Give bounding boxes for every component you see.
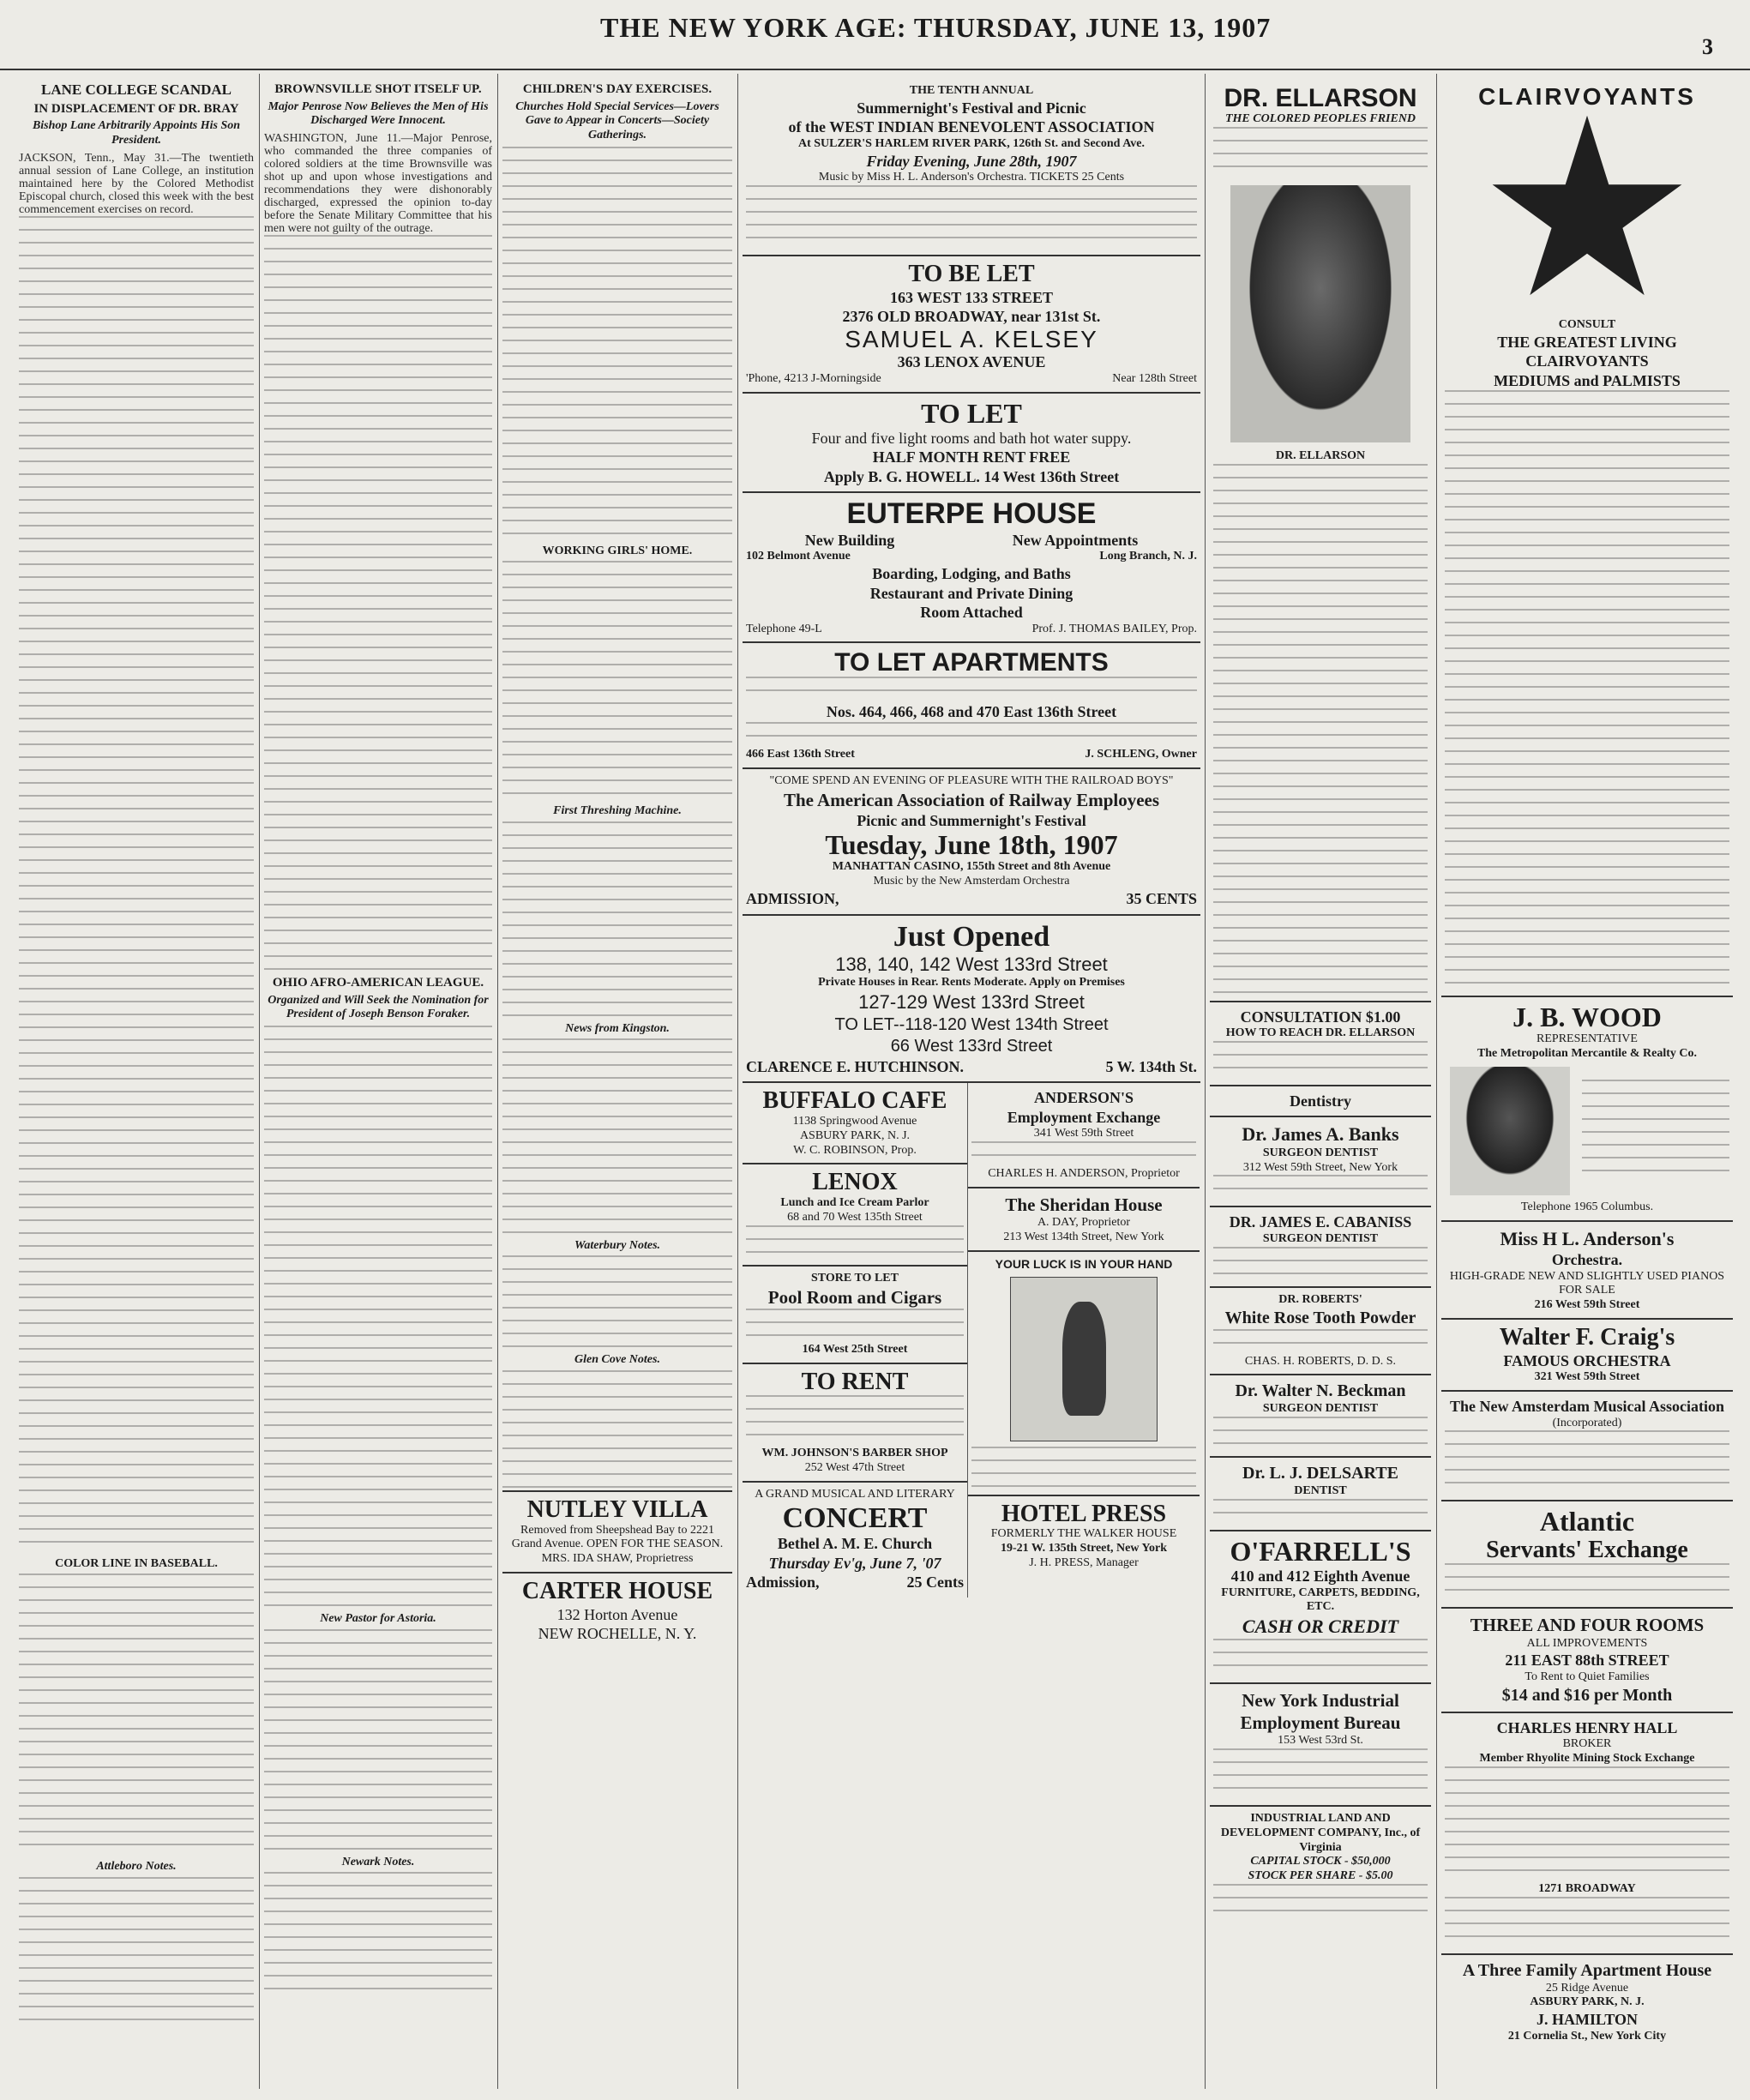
ad-text: MANHATTAN CASINO, 155th Street and 8th Avenue <box>832 860 1111 874</box>
ad-dr-banks <box>1210 1116 1431 1206</box>
ad-text: SURGEON DENTIST <box>1262 1231 1379 1245</box>
ad-text: 410 and 412 Eighth Avenue <box>1230 1567 1410 1586</box>
ad-text: Servants' Exchange <box>1486 1536 1688 1563</box>
ad-concert <box>743 1481 967 1598</box>
ad-title: EUTERPE HOUSE <box>846 497 1097 531</box>
ad-title: The New Amsterdam Musical Association <box>1450 1398 1724 1416</box>
ellarson-portrait-icon <box>1230 185 1410 442</box>
ad-title: DR. ELLARSON <box>1224 84 1417 112</box>
ad-text: CLARENCE E. HUTCHINSON. <box>746 1057 965 1075</box>
ad-sheridan-house <box>968 1187 1200 1250</box>
ad-text: 163 WEST 133 STREET <box>890 288 1053 306</box>
ad-text: Lunch and Ice Cream Parlor <box>780 1196 929 1210</box>
ad-text: MRS. IDA SHAW, Proprietress <box>541 1552 694 1566</box>
ad-text: STORE TO LET <box>811 1271 899 1285</box>
ad-fine-print <box>746 677 1197 702</box>
ad-text: 211 EAST 88th STREET <box>1505 1652 1669 1670</box>
ad-text: 132 Horton Avenue <box>556 1605 678 1623</box>
ad-fine-print <box>746 1395 964 1447</box>
article-text <box>502 147 732 541</box>
ad-lenox <box>743 1163 967 1264</box>
ad-row <box>746 531 1197 551</box>
ad-to-let <box>743 392 1200 492</box>
ad-row <box>746 889 1197 909</box>
ad-text: CLAIRVOYANTS <box>1525 352 1649 370</box>
ad-dr-ellarson <box>1210 79 1431 1001</box>
ad-text: At SULZER'S HARLEM RIVER PARK, 126th St. and Second Ave. <box>798 136 1145 150</box>
ad-text: REPRESENTATIVE <box>1537 1032 1638 1046</box>
ad-fine-print <box>1213 1499 1428 1525</box>
ad-text: Apply <box>823 467 864 485</box>
article-text <box>502 561 732 801</box>
headline: Waterbury Notes. <box>574 1239 661 1253</box>
ad-text: of the WEST INDIAN BENEVOLENT ASSOCIATION <box>788 118 1155 136</box>
ad-buffalo-cafe <box>743 1083 967 1163</box>
ad-text: FURNITURE, CARPETS, BEDDING, ETC. <box>1221 1586 1420 1614</box>
column-5-ads <box>1210 79 1431 2085</box>
ad-text: 19-21 W. 135th Street, New York <box>1000 1542 1168 1555</box>
ad-railway-employees <box>743 767 1200 914</box>
ad-text: 341 West 59th Street <box>1033 1127 1134 1140</box>
article-text <box>264 1026 492 1609</box>
ad-row <box>746 623 1197 637</box>
ad-nutley-villa <box>502 1490 732 1572</box>
ad-text: J. SCHLENG, Owner <box>1085 747 1197 761</box>
ad-text: 102 Belmont Avenue <box>746 550 851 563</box>
ad-text: 66 West 133rd Street <box>890 1036 1053 1056</box>
ad-ny-industrial-bureau <box>1210 1682 1431 1805</box>
ad-title: Dr. L. J. DELSARTE <box>1242 1464 1398 1483</box>
ad-fine-print <box>746 1309 964 1343</box>
ad-andersons-exchange <box>968 1083 1200 1187</box>
ad-text: 138, 140, 142 West 133rd Street <box>835 953 1108 975</box>
ad-text: 1271 BROADWAY <box>1538 1881 1636 1895</box>
headline: LANE COLLEGE SCANDAL <box>41 81 232 98</box>
article-text <box>19 1573 254 1856</box>
ad-title: CARTER HOUSE <box>521 1578 713 1605</box>
ad-text: Long Branch, N. J. <box>1099 550 1197 563</box>
ad-text: The Metropolitan Mercantile & Realty Co. <box>1476 1047 1698 1061</box>
ad-text: Four and five light rooms and bath hot water suppy. <box>811 429 1132 447</box>
ad-text: J. HAMILTON <box>1536 2011 1639 2029</box>
headline: First Threshing Machine. <box>553 804 682 818</box>
article-text <box>502 821 732 1019</box>
masthead-title: THE NEW YORK AGE: THURSDAY, JUNE 13, 1907 <box>600 12 1272 43</box>
ad-text: FAMOUS ORCHESTRA <box>1503 1351 1671 1369</box>
ad-euterpe-house <box>743 491 1200 641</box>
ad-text: THE COLORED PEOPLES FRIEND <box>1224 112 1416 125</box>
ad-contact-row <box>746 372 1197 387</box>
ad-text: Employment Exchange <box>1007 1108 1161 1126</box>
ad-text: 25 Ridge Avenue <box>1545 1981 1629 1995</box>
column-rule <box>497 74 498 2089</box>
article-lead: WASHINGTON, June 11.—Major Penrose, who commanded the three companies of colored soldiers at the time Brownsville was shot up and upon whose investigations and recommendations they were dishonorably discharged, expressed the opinion to-day before the Senate Military Committee that his men were not guilty of the outrage. <box>264 132 492 236</box>
ad-text: Private Houses in Rear. Rents Moderate. Apply on Premises <box>818 976 1125 990</box>
ad-text: Restaurant and Private Dining <box>869 584 1073 602</box>
ad-subcolumn-left <box>743 1083 968 1598</box>
article-text <box>502 1038 732 1236</box>
ad-text: 363 LENOX AVENUE <box>897 353 1046 371</box>
ad-text: Room Attached <box>920 604 1023 622</box>
headline: WORKING GIRLS' HOME. <box>542 544 693 557</box>
article-text <box>264 235 492 972</box>
column-rule <box>259 74 260 2089</box>
ad-phone: Telephone 49-L <box>746 622 822 635</box>
ad-new-amsterdam <box>1441 1390 1733 1500</box>
ad-title: New York Industrial <box>1242 1689 1399 1711</box>
ad-consultation <box>1210 1001 1431 1085</box>
ad-to-rent <box>743 1363 967 1481</box>
ad-title: O'FARRELL'S <box>1230 1535 1411 1567</box>
ad-text: CASH OR CREDIT <box>1242 1616 1399 1638</box>
ad-text: MEDIUMS and PALMISTS <box>1494 371 1681 389</box>
ad-fine-print <box>746 722 1197 748</box>
ad-title: A Three Family Apartment House <box>1462 1960 1712 1980</box>
ad-title: INDUSTRIAL LAND AND DEVELOPMENT COMPANY, Inc., of Virginia <box>1220 1812 1421 1854</box>
ad-carter-house <box>502 1572 732 1649</box>
ad-row <box>746 1057 1197 1077</box>
ad-title: ANDERSON'S <box>1033 1089 1134 1107</box>
ad-text: WM. JOHNSON'S BARBER SHOP <box>761 1447 948 1460</box>
ad-text: ALL IMPROVEMENTS <box>1526 1636 1648 1650</box>
ad-name: SAMUEL A. KELSEY <box>845 325 1098 352</box>
ad-text: HIGH-GRADE NEW AND SLIGHTLY USED PIANOS FOR SALE <box>1449 1269 1725 1297</box>
ad-apartment-house <box>1441 1953 1733 2049</box>
column-3 <box>502 79 732 2085</box>
ad-fine-print <box>746 185 1197 250</box>
ad-title: J. B. WOOD <box>1512 1002 1662 1033</box>
ad-text: 1138 Springwood Avenue <box>792 1115 917 1128</box>
ad-text: (Incorporated) <box>1552 1416 1622 1429</box>
headline: IN DISPLACEMENT OF DR. BRAY <box>33 101 239 116</box>
ad-grid <box>743 1081 1200 1598</box>
ad-fine-print <box>1213 1884 1428 1918</box>
ad-fine-print <box>1445 390 1729 990</box>
ad-title: Dr. Walter N. Beckman <box>1235 1381 1406 1401</box>
ad-title: CLAIRVOYANTS <box>1478 83 1696 110</box>
ad-text: 35 CENTS <box>1126 890 1197 908</box>
ad-text: ASBURY PARK, N. J. <box>1530 1995 1645 2009</box>
headline: New Pastor for Astoria. <box>320 1612 436 1626</box>
ad-just-opened <box>743 914 1200 1082</box>
ad-fine-print <box>1213 464 1428 996</box>
section-dentistry <box>1210 1085 1431 1116</box>
ad-fine-print <box>1213 1247 1428 1281</box>
ad-text: FORMERLY THE WALKER HOUSE <box>990 1527 1177 1541</box>
ad-text: Near 128th Street <box>1112 371 1197 385</box>
ad-title: CONSULTATION $1.00 <box>1240 1008 1401 1026</box>
page-number: 3 <box>1702 34 1713 59</box>
ad-date: Tuesday, June 18th, 1907 <box>825 829 1118 861</box>
ad-text: Employment Bureau <box>1240 1712 1401 1733</box>
ad-industrial-land <box>1210 1805 1431 1923</box>
hand-illustration-icon <box>1010 1277 1158 1441</box>
ad-text: W. C. ROBINSON, Prop. <box>793 1143 917 1157</box>
ad-three-four-rooms <box>1441 1607 1733 1711</box>
article-lead: JACKSON, Tenn., May 31.—The twentieth annual session of Lane College, an institution maintained here by the Colored Methodist Episcopal church, closed this week with the best commencement exercises on record. <box>19 151 254 216</box>
headline: BROWNSVILLE SHOT ITSELF UP. <box>274 82 482 96</box>
ad-fine-print <box>1213 127 1428 178</box>
ad-text: CHARLES H. ANDERSON, Proprietor <box>988 1167 1180 1181</box>
ad-apartments <box>743 641 1200 767</box>
ad-fine-print <box>1445 1563 1729 1602</box>
ad-text: CHAS. H. ROBERTS, D. D. S. <box>1244 1354 1397 1368</box>
ad-text: 127-129 West 133rd Street <box>858 991 1085 1014</box>
ad-anderson-orchestra <box>1441 1220 1733 1318</box>
ad-date: Friday Evening, June 28th, 1907 <box>866 152 1077 170</box>
headline: Attleboro Notes. <box>96 1860 177 1874</box>
ad-text: HOW TO REACH DR. ELLARSON <box>1225 1026 1416 1040</box>
masthead <box>0 0 1750 59</box>
ad-text: Boarding, Lodging, and Baths <box>872 565 1071 583</box>
ad-title: Dr. James A. Banks <box>1242 1123 1399 1146</box>
article-text <box>264 1629 492 1852</box>
ad-row <box>746 748 1197 762</box>
ad-fine-print <box>1445 1430 1729 1495</box>
ad-pool-room <box>743 1265 967 1363</box>
ad-title: Atlantic <box>1539 1506 1635 1537</box>
article-text <box>502 1255 732 1350</box>
ad-address <box>746 467 1197 487</box>
ad-text: DR. ROBERTS' <box>1278 1292 1362 1306</box>
subheadline: Major Penrose Now Believes the Men of His Discharged Were Innocent. <box>268 99 489 128</box>
ad-roberts-tooth-powder <box>1210 1286 1431 1375</box>
ad-title: CHARLES HENRY HALL <box>1496 1718 1678 1736</box>
star-emblem-icon <box>1488 116 1686 313</box>
ad-text: Removed from Sheepshead Bay to 2221 Grand Avenue. OPEN FOR THE SEASON. <box>511 1523 724 1551</box>
ad-text: HALF MONTH RENT FREE <box>872 448 1071 466</box>
ad-title: THREE AND FOUR ROOMS <box>1470 1615 1705 1636</box>
column-2 <box>264 79 492 2085</box>
ad-dr-delsarte <box>1210 1456 1431 1530</box>
ad-text: Admission, <box>746 1573 820 1592</box>
ad-text: A. DAY, Proprietor <box>1037 1216 1131 1230</box>
ad-fine-print <box>1213 1175 1428 1200</box>
ad-text: 252 West 47th Street <box>804 1461 905 1475</box>
headline: Glen Cove Notes. <box>574 1353 660 1367</box>
ad-text: CONSULT <box>1558 317 1616 331</box>
ad-fine-print <box>1582 1080 1729 1182</box>
ad-row <box>1445 1062 1729 1200</box>
ad-price: $14 and $16 per Month <box>1501 1685 1673 1705</box>
column-rule <box>1436 74 1437 2089</box>
subheadline: Bishop Lane Arbitrarily Appoints His Son President. <box>32 119 241 147</box>
ad-title: Pool Room and Cigars <box>767 1286 942 1308</box>
ad-text: ADMISSION, <box>746 890 839 908</box>
ad-title: NUTLEY VILLA <box>526 1495 708 1523</box>
ad-text: 5 W. 134th St. <box>1105 1057 1197 1075</box>
ad-text: 25 Cents <box>906 1573 964 1592</box>
masthead-rule <box>0 69 1750 70</box>
subheadline: Churches Hold Special Services—Lovers Gave to Appear in Concerts—Society Gatherings. <box>515 99 719 142</box>
ad-title: The American Association of Railway Employees <box>783 789 1160 810</box>
ad-text: THE TENTH ANNUAL <box>909 84 1034 97</box>
ad-dr-cabaniss <box>1210 1206 1431 1285</box>
ad-fine-print <box>1213 1639 1428 1677</box>
ad-text: TO LET--118-120 West 134th Street <box>834 1014 1109 1034</box>
ad-text: J. H. PRESS, Manager <box>1029 1555 1139 1569</box>
ad-title: The Sheridan House <box>1005 1194 1163 1215</box>
ad-text: 216 West 59th Street <box>1534 1298 1640 1312</box>
ad-text: New Appointments <box>1012 531 1139 549</box>
ad-text: 312 West 59th Street, New York <box>1242 1160 1398 1174</box>
ad-text: Picnic and Summernight's Festival <box>857 811 1086 829</box>
ad-fine-print <box>1213 1329 1428 1355</box>
headline: Newark Notes. <box>341 1855 415 1868</box>
ad-text: Music by Miss H. L. Anderson's Orchestra. TICKETS 25 Cents <box>818 171 1125 184</box>
ad-text: SURGEON DENTIST <box>1262 1146 1379 1159</box>
ad-text: Orchestra. <box>1551 1251 1623 1269</box>
ad-text: 153 West 53rd St. <box>1278 1734 1363 1748</box>
ad-title: CONCERT <box>782 1501 928 1534</box>
article-text <box>502 1370 732 1490</box>
ad-text: Bethel A. M. E. Church <box>777 1535 933 1553</box>
ad-subcolumn-right <box>968 1083 1200 1598</box>
ad-fine-print <box>971 1447 1196 1489</box>
column-4-ads <box>743 79 1200 2085</box>
ad-fine-print <box>1445 1766 1729 1882</box>
ad-text: CAPITAL STOCK - $50,000 <box>1250 1855 1391 1868</box>
ad-text: 213 West 134th Street, New York <box>1003 1230 1164 1243</box>
section-title: Dentistry <box>1290 1092 1351 1110</box>
ad-text: "COME SPEND AN EVENING OF PLEASURE WITH THE RAILROAD BOYS" <box>769 773 1174 787</box>
column-6-ads <box>1441 79 1733 2085</box>
ad-dr-beckman <box>1210 1374 1431 1456</box>
ad-text: To Rent to Quiet Families <box>1524 1670 1650 1683</box>
ad-text: STOCK PER SHARE - $5.00 <box>1248 1869 1393 1883</box>
ad-text: B. G. HOWELL. 14 West 136th Street <box>868 467 1120 485</box>
ad-fine-print <box>1213 1417 1428 1451</box>
ad-clairvoyants <box>1441 79 1733 996</box>
ad-title: TO BE LET <box>908 260 1035 287</box>
ad-fine-print <box>1213 1748 1428 1800</box>
ad-title: DR. JAMES E. CABANISS <box>1229 1213 1412 1231</box>
ad-date: Thursday Ev'g, June 7, '07 <box>768 1554 941 1572</box>
ad-title: White Rose Tooth Powder <box>1224 1308 1416 1327</box>
headline: OHIO AFRO-AMERICAN LEAGUE. <box>272 976 484 990</box>
ad-title: LENOX <box>812 1169 898 1196</box>
ad-ofarrells <box>1210 1530 1431 1682</box>
ad-title: Miss H L. Anderson's <box>1500 1227 1675 1249</box>
ad-text: 2376 OLD BROADWAY, near 131st St. <box>842 308 1101 326</box>
ad-text: A GRAND MUSICAL AND LITERARY <box>755 1488 955 1501</box>
ad-text: THE GREATEST LIVING <box>1497 333 1677 351</box>
column-rule <box>737 74 738 2089</box>
article-text <box>19 1877 254 2031</box>
ad-text: 321 West 59th Street <box>1534 1370 1640 1384</box>
ad-text: SURGEON DENTIST <box>1262 1402 1379 1416</box>
ad-atlantic-exchange <box>1441 1500 1733 1607</box>
article-text <box>264 1872 492 2001</box>
ad-hotel-press <box>968 1495 1200 1576</box>
ad-festival <box>743 79 1200 255</box>
article-text <box>19 216 254 1554</box>
ad-craig-orchestra <box>1441 1318 1733 1390</box>
ad-title: HOTEL PRESS <box>1001 1500 1167 1527</box>
headline: News from Kingston. <box>565 1021 670 1035</box>
ad-title: TO RENT <box>801 1368 909 1395</box>
ad-fine-print <box>1445 1897 1729 1948</box>
headline: COLOR LINE IN BASEBALL. <box>55 1556 218 1570</box>
ad-caption: DR. ELLARSON <box>1275 448 1366 462</box>
headline: CHILDREN'S DAY EXERCISES. <box>522 82 713 96</box>
ad-text: ASBURY PARK, N. J. <box>799 1128 911 1142</box>
ad-phone: 'Phone, 4213 J-Morningside <box>746 371 881 385</box>
ad-text: Member Rhyolite Mining Stock Exchange <box>1479 1752 1695 1766</box>
ad-text: Prof. J. THOMAS BAILEY, Prop. <box>1031 622 1197 635</box>
ad-row <box>746 550 1197 564</box>
ad-luck-in-hand <box>968 1250 1200 1495</box>
ad-text: Telephone 1965 Columbus. <box>1520 1200 1654 1213</box>
ad-text: 68 and 70 West 135th Street <box>787 1211 923 1224</box>
ad-text: 21 Cornelia St., New York City <box>1507 2029 1667 2043</box>
ad-title: TO LET <box>921 397 1022 429</box>
ad-text: Nos. 464, 466, 468 and 470 East 136th Street <box>826 703 1117 721</box>
ad-jb-wood <box>1441 996 1733 1220</box>
ad-text: DENTIST <box>1294 1484 1347 1498</box>
ad-title: YOUR LUCK IS IN YOUR HAND <box>995 1256 1173 1271</box>
ad-row <box>746 1573 964 1592</box>
column-1 <box>19 79 254 2085</box>
wood-portrait-icon <box>1450 1067 1570 1195</box>
ad-text: 466 East 136th Street <box>746 747 855 761</box>
ad-to-be-let <box>743 255 1200 392</box>
ad-fine-print <box>971 1141 1196 1167</box>
ad-text: NEW ROCHELLE, N. Y. <box>538 1625 697 1643</box>
ad-text: New Building <box>804 531 895 549</box>
ad-title: TO LET APARTMENTS <box>834 648 1109 677</box>
ad-text: 164 West 25th Street <box>802 1342 908 1356</box>
ad-charles-hall <box>1441 1712 1733 1953</box>
ad-title: Just Opened <box>893 920 1050 953</box>
column-rule <box>1205 74 1206 2089</box>
ad-text: BROKER <box>1562 1737 1612 1751</box>
subheadline: Organized and Will Seek the Nomination for President of Joseph Benson Foraker. <box>268 993 489 1021</box>
ad-title: BUFFALO CAFE <box>762 1087 947 1115</box>
ad-text: Music by the New Amsterdam Orchestra <box>873 875 1070 888</box>
ad-fine-print <box>746 1225 964 1260</box>
ad-title: Walter F. Craig's <box>1499 1324 1675 1351</box>
ad-title: Summernight's Festival and Picnic <box>857 99 1086 117</box>
ad-fine-print <box>1213 1041 1428 1080</box>
